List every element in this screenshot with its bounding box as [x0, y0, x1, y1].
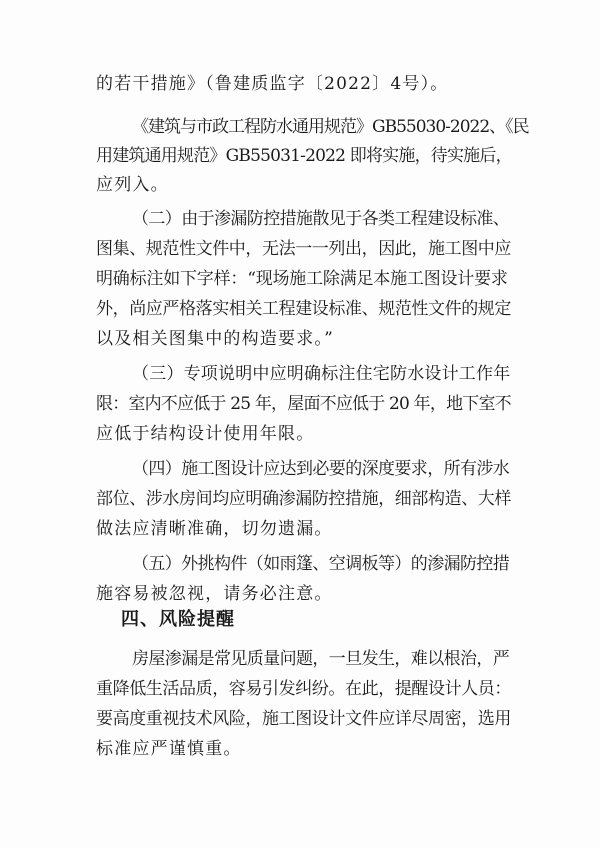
intro-line-3: 用建筑通用规范》GB55031-2022 即将实施，待实施后，: [96, 146, 512, 166]
para2-line-1: （二）由于渗漏防控措施散见于各类工程建设标准、: [132, 209, 510, 229]
para3-line-2: 限：室内不应低于 25 年，屋面不应低于 20 年，地下室不: [96, 394, 511, 414]
para6-line-1: 房屋渗漏是常见质量问题，一旦发生，难以根治，严: [132, 649, 510, 669]
para3-line-3: 应低于结构设计使用年限。: [96, 424, 315, 444]
para3-line-1: （三）专项说明中应明确标注住宅防水设计工作年: [132, 364, 511, 384]
intro-line-4: 应列入。: [96, 175, 169, 195]
para4-line-2: 部位、涉水房间均应明确渗漏防控措施，细部构造、大样: [96, 489, 511, 509]
intro-line-1: 的若干措施》（鲁建质监字〔2022〕4号）。: [96, 74, 449, 94]
para6-line-3: 要高度重视技术风险，施工图设计文件应详尽周密，选用: [96, 709, 511, 729]
para4-line-1: （四）施工图设计应达到必要的深度要求，所有涉水: [132, 459, 510, 479]
para2-line-5: 以及相关图集中的构造要求。”: [96, 329, 334, 349]
section-heading: 四、风险提醒: [121, 609, 235, 630]
para2-line-4: 外，尚应严格落实相关工程建设标准、规范性文件的规定: [96, 299, 511, 319]
para5-line-2: 施容易被忽视，请务必注意。: [96, 584, 333, 604]
para5-line-1: （五）外挑构件（如雨篷、空调板等）的渗漏防控措: [132, 554, 510, 574]
para2-line-3: 明确标注如下字样：“现场施工除满足本施工图设计要求: [96, 269, 508, 289]
intro-line-2: 《建筑与市政工程防水通用规范》GB55030-2022、《民: [132, 117, 529, 137]
para4-line-3: 做法应清晰准确，切勿遗漏。: [96, 519, 333, 539]
para6-line-4: 标准应严谨慎重。: [96, 739, 242, 759]
para2-line-2: 图集、规范性文件中，无法一一列出，因此，施工图中应: [96, 239, 511, 259]
para6-line-2: 重降低生活品质，容易引发纠纷。在此，提醒设计人员：: [96, 679, 511, 699]
